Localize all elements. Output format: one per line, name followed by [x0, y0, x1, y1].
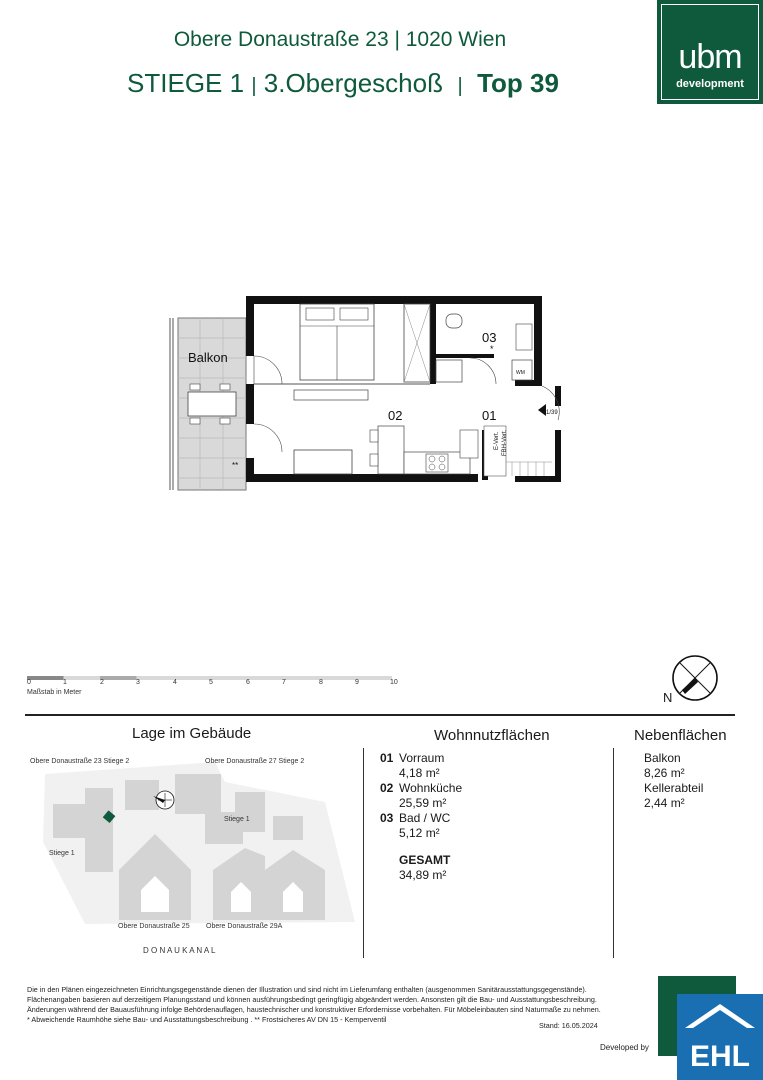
room-03-label: 03 [482, 330, 497, 345]
room-01-label: 01 [482, 408, 497, 423]
map-label: Obere Donaustraße 23 Stiege 2 [30, 758, 130, 765]
floor-label: 3.Obergeschoß [263, 68, 443, 98]
list-item: Balkon [644, 751, 681, 765]
location-title: Lage im Gebäude [132, 725, 252, 742]
ehl-logo-word: EHL [690, 1040, 750, 1073]
scale-tick: 4 [173, 679, 177, 686]
ehl-logo [677, 994, 763, 1080]
ancillary-area-title: Nebenflächen [634, 727, 727, 744]
scale-tick: 9 [355, 679, 359, 686]
list-item-area: 5,12 m² [399, 826, 440, 840]
door-ref: 1/39 [546, 410, 558, 416]
north-label: N [663, 690, 673, 705]
scale-tick: 3 [136, 679, 140, 686]
living-area-title: Wohnnutzflächen [434, 727, 550, 744]
developed-by-label: Developed by [600, 1043, 649, 1052]
scale-tick: 6 [246, 679, 250, 686]
list-item-area: 25,59 m² [399, 796, 447, 810]
stair-label: STIEGE 1 [127, 68, 245, 98]
map-label: Obere Donaustraße 27 Stiege 2 [205, 758, 305, 765]
list-item: Kellerabteil [644, 781, 704, 795]
list-item: 03 Bad / WC [380, 811, 451, 825]
canal-label: D O N A U K A N A L [143, 946, 216, 955]
north-arrow-icon [668, 652, 722, 706]
disclaimer [27, 985, 607, 1025]
scale-label: Maßstab in Meter [27, 689, 82, 696]
scale-tick: 2 [100, 679, 104, 686]
room-03-star: * [490, 344, 494, 354]
list-item-area: 2,44 m² [644, 796, 685, 810]
disclaimer-line: Änderungen während der Bauausführung infolge Behördenauflagen, haustechnischer und konstruktiver Erfordernisse vorbehalten. Für Möbeleinbauten sind Naturmaße zu nehmen. [27, 1005, 601, 1014]
floor-plan [160, 290, 580, 500]
shower [436, 360, 462, 382]
balcony-table [188, 392, 236, 416]
map-label: Obere Donaustraße 25 [118, 923, 190, 930]
unit-title [0, 68, 686, 99]
list-item: 02 Wohnküche [380, 781, 463, 795]
total-area: 34,89 m² [399, 868, 447, 882]
list-item-area: 4,18 m² [399, 766, 440, 780]
room-02-label: 02 [388, 408, 403, 423]
scale-tick: 0 [27, 679, 31, 686]
scale-ticks [27, 679, 407, 689]
title-separator: | [251, 75, 257, 97]
scale-tick: 1 [63, 679, 67, 686]
column-divider [613, 748, 614, 958]
scale-tick: 5 [209, 679, 213, 686]
scale-tick: 10 [390, 679, 398, 686]
washbasin [516, 324, 532, 350]
scale-tick: 8 [319, 679, 323, 686]
ubm-logo-sub: development [676, 78, 744, 90]
balcony-label: Balkon [188, 350, 228, 365]
location-map [25, 752, 360, 942]
column-divider [363, 748, 364, 958]
ubm-logo [657, 0, 763, 104]
list-item: 01 Vorraum [380, 751, 445, 765]
e-vert-label: E-Vert. [494, 431, 500, 450]
fbh-vert-label: FBH-Vert. [502, 429, 508, 456]
sofa [294, 450, 352, 474]
sideboard [294, 390, 368, 400]
section-divider [25, 714, 735, 716]
map-label: Stiege 1 [224, 816, 250, 823]
frost-valve-mark: ** [232, 461, 239, 470]
total-label: GESAMT [399, 853, 451, 867]
disclaimer-line: Flächenangaben basieren auf derzeitigem Planungsstand und können ausführungsbedingt geringfügig abgeändert werden. Ansonsten gilt die Bau- und Ausstattungsbeschreibung. [27, 995, 597, 1004]
dining-table [378, 426, 404, 474]
top-label: Top 39 [477, 68, 559, 98]
wm-label: WM [516, 370, 525, 376]
toilet [446, 314, 462, 328]
map-label: Stiege 1 [49, 850, 75, 857]
date-stamp: Stand: 16.05.2024 [539, 1021, 598, 1030]
ubm-logo-word: ubm [678, 38, 742, 76]
disclaimer-line: * Abweichende Raumhöhe siehe Bau- und Ausstattungsbeschreibung . ** Frostsicheres AV DN 15 - Kemperventil [27, 1015, 387, 1024]
list-item-area: 8,26 m² [644, 766, 685, 780]
living-area-list [380, 751, 600, 883]
scale-tick: 7 [282, 679, 286, 686]
title-separator: | [457, 75, 463, 97]
ancillary-area-list [644, 751, 754, 811]
disclaimer-line: Die in den Plänen eingezeichneten Einrichtungsgegenstände dienen der Illustration und sind nicht im Lieferumfang enthalten (ausgenommen Sanitärausstattungsgegenstände). [27, 985, 587, 994]
map-label: Obere Donaustraße 29A [206, 923, 283, 930]
address-title: Obere Donaustraße 23 | 1020 Wien [173, 28, 507, 51]
